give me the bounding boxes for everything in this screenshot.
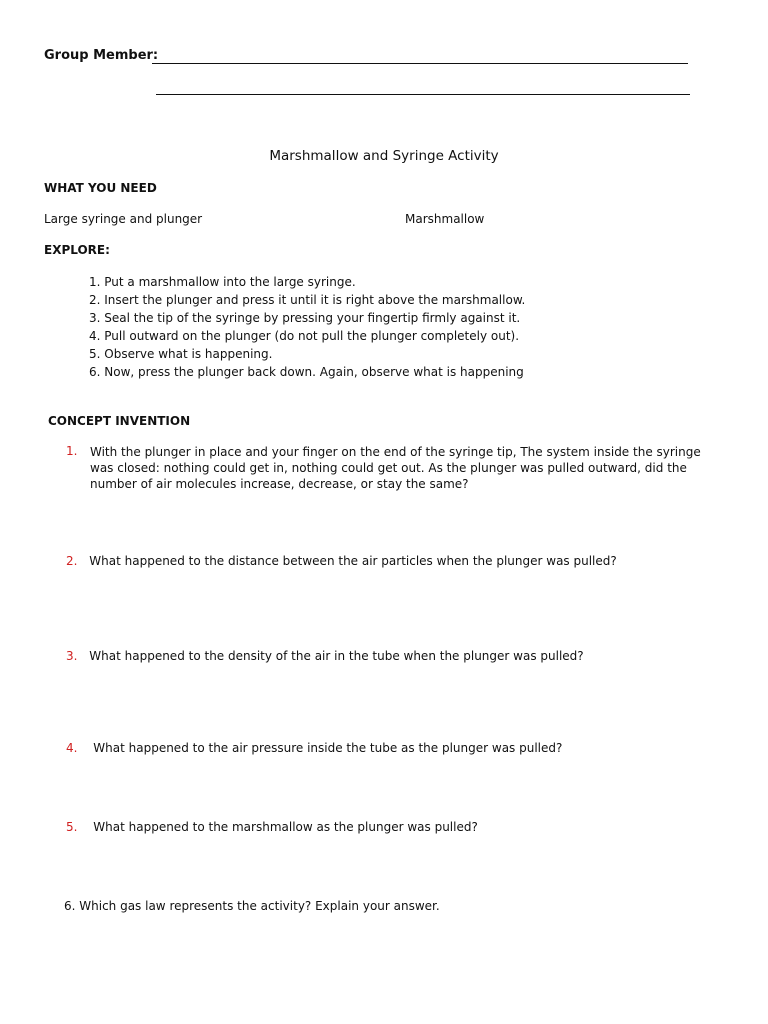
question-3 (66, 649, 584, 663)
question-number: 2. (66, 554, 78, 568)
explore-step: 3. Seal the tip of the syringe by pressing your fingertip firmly against it. (89, 311, 521, 325)
explore-step: 4. Pull outward on the plunger (do not pull the plunger completely out). (89, 329, 520, 343)
question-6: 6. Which gas law represents the activity? Explain your answer. (64, 899, 440, 913)
page-title: Marshmallow and Syringe Activity (269, 148, 499, 164)
group-member-line-2[interactable] (156, 94, 690, 95)
concept-invention-heading: CONCEPT INVENTION (48, 414, 191, 428)
question-number: 4. (66, 741, 78, 755)
explore-step: 5. Observe what is happening. (89, 347, 273, 361)
question-text: What happened to the air pressure inside the tube as the plunger was pulled? (93, 741, 563, 755)
question-5 (66, 820, 478, 834)
question-text: What happened to the distance between the air particles when the plunger was pulled? (89, 554, 617, 568)
explore-steps (89, 273, 525, 381)
question-text: With the plunger in place and your finger on the end of the syringe tip, The system inside the syringe was closed: nothing could get in, nothing could get out. As the plunger was pulled outward, did the number of air molecules increase, decrease, or stay the same? (90, 445, 701, 491)
what-you-need-heading: WHAT YOU NEED (44, 181, 157, 195)
explore-heading: EXPLORE: (44, 243, 110, 257)
question-number: 5. (66, 820, 78, 834)
explore-step: 2. Insert the plunger and press it until it is right above the marshmallow. (89, 293, 526, 307)
material-syringe: Large syringe and plunger (44, 212, 203, 226)
material-marshmallow: Marshmallow (405, 212, 485, 226)
explore-step: 1. Put a marshmallow into the large syringe. (89, 275, 356, 289)
group-member-line-1[interactable] (152, 63, 688, 64)
question-number: 1. (66, 444, 78, 458)
question-text: What happened to the density of the air in the tube when the plunger was pulled? (89, 649, 584, 663)
question-2 (66, 554, 617, 568)
question-text: What happened to the marshmallow as the plunger was pulled? (93, 820, 478, 834)
question-4 (66, 741, 562, 755)
explore-step: 6. Now, press the plunger back down. Again, observe what is happening (89, 365, 524, 379)
group-member-label: Group Member: (44, 48, 159, 63)
question-number: 3. (66, 649, 78, 663)
